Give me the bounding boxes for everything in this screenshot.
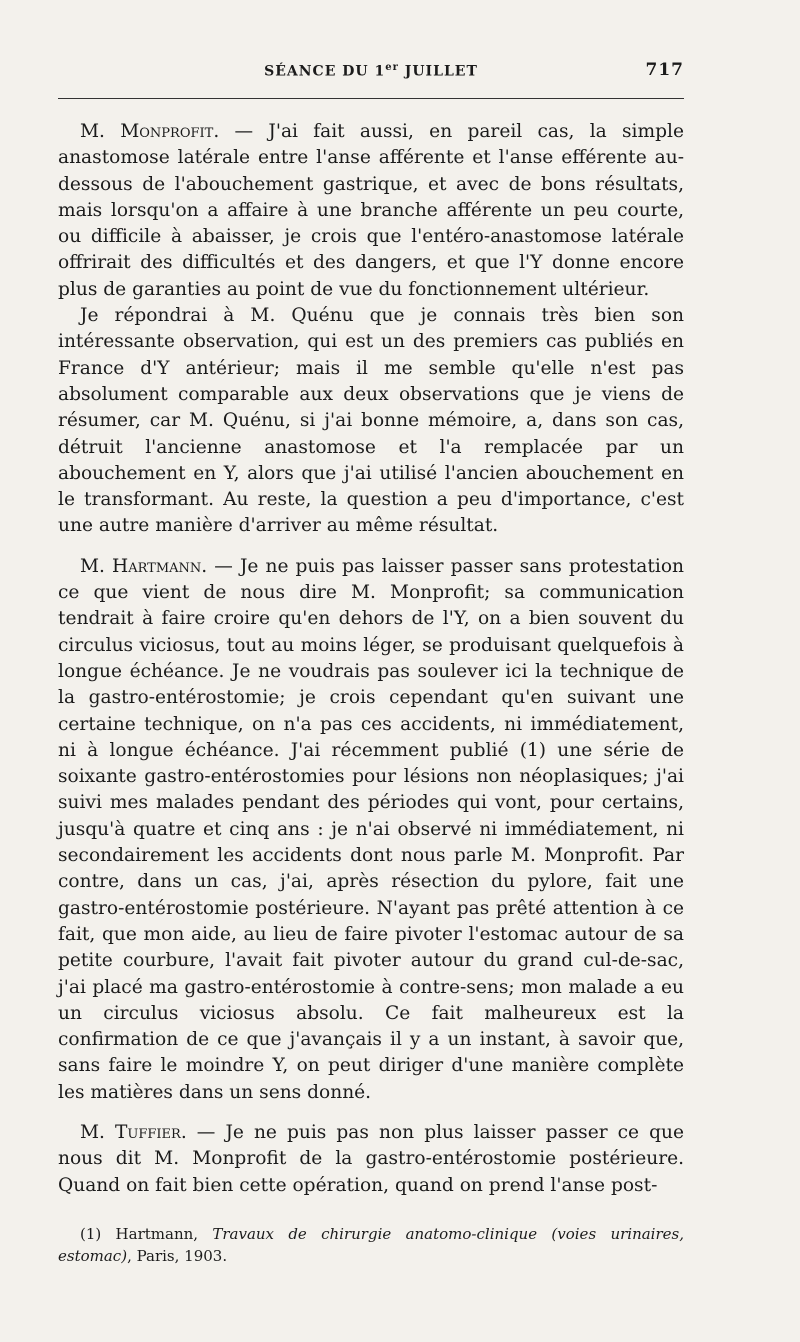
speaker-name: M. Monprofit. [80,121,220,142]
speaker-name: M. Tuffier. [80,1121,187,1143]
paragraph-monprofit [58,119,684,303]
speaker-name: M. Hartmann. [80,555,208,577]
page-number: 717 [645,60,684,80]
footnote-rest: , Paris, 1903. [127,1246,228,1265]
footnote-title: Travaux de chirurgie anatomo-clinique [212,1224,538,1243]
paragraph-gap [58,1106,684,1120]
footnote-text [58,1223,684,1267]
paragraph-tuffier [58,1120,684,1199]
running-title-superscript: er [385,62,399,73]
paragraph-hartmann [58,554,684,1106]
paragraph-gap [58,540,684,554]
paragraph-text: — J'ai fait aussi, en pareil cas, la simple anastomose latérale entre l'anse afférente et l'anse efférente au-dessous de l'abouchement gastrique, et avec de bons résultats, mais lorsqu'on a affaire à une branche afférente un peu courte, ou difficile à abaisser, je crois que l'entéro-anastomose latérale offrirait des difficultés et des dangers, et que l'Y donne encore plus de garanties au point de vue du fonctionnement ultérieur. [58,121,684,300]
running-title [58,62,684,80]
paragraph-text: — Je ne puis pas laisser passer sans protestation ce que vient de nous dire M. Monprofit; sa communication tendrait à faire croire qu'en dehors de l'Y, on a bien souvent du circulus viciosus, tout au moins léger, se produisant quelquefois à longue échéance. Je ne voudrais pas soulever ici la technique de la gastro-entérostomie; je crois cependant qu'en suivant une certaine technique, on n'a pas ces accidents, ni immédiatement, ni à longue échéance. J'ai récemment publié (1) une série de soixante gastro-entérostomies pour lésions non néoplasiques; j'ai suivi mes malades pendant des périodes qui vont, pour certains, jusqu'à quatre et cinq ans : je n'ai observé ni immédiatement, ni secondairement les accidents dont nous parle M. Monprofit. Par contre, dans un cas, j'ai, après résection du pylore, fait une gastro-entérostomie postérieure. N'ayant pas prêté attention à ce fait, que mon aide, au lieu de faire pivoter l'estomac autour de sa petite courbure, l'avait fait pivoter autour du grand cul-de-sac, j'ai placé ma gastro-entérostomie à contre-sens; mon malade a eu un circulus viciosus absolu. Ce fait malheureux est la confirmation de ce que j'avançais il y a un instant, à savoir que, sans faire le moindre Y, on peut diriger d'une manière complète les matières dans un sens donné. [58,555,684,1103]
paragraph-text: — Je ne puis pas non plus laisser passer ce que nous dit M. Monprofit de la gastro-entérostomie postérieure. Quand on fait bien cette opération, quand on prend l'anse post- [58,1121,684,1196]
running-title-suffix: JUILLET [398,63,478,80]
page [58,58,684,1267]
paragraph-reply-quenu [58,303,684,540]
footnote-marker: (1) Hartmann, [80,1224,213,1243]
running-title-prefix: SÉANCE DU 1 [264,63,386,80]
footnote [58,1223,684,1267]
page-header [58,58,684,86]
header-rule [58,98,684,99]
paragraph-text: Je répondrai à M. Quénu que je connais très bien son intéressante observation, qui est un des premiers cas publiés en France d'Y antérieur; mais il me semble qu'elle n'est pas absolument comparable aux deux observations que je viens de résumer, car M. Quénu, si j'ai bonne mémoire, a, dans son cas, détruit l'ancienne anastomose et l'a remplacée par un abouchement en Y, alors que j'ai utilisé l'ancien abouchement en le transformant. Au reste, la question a peu d'importance, c'est une autre manière d'arriver au même résultat. [58,305,684,537]
footnote-detail: (voies urinaires, estomac) [58,1224,684,1265]
